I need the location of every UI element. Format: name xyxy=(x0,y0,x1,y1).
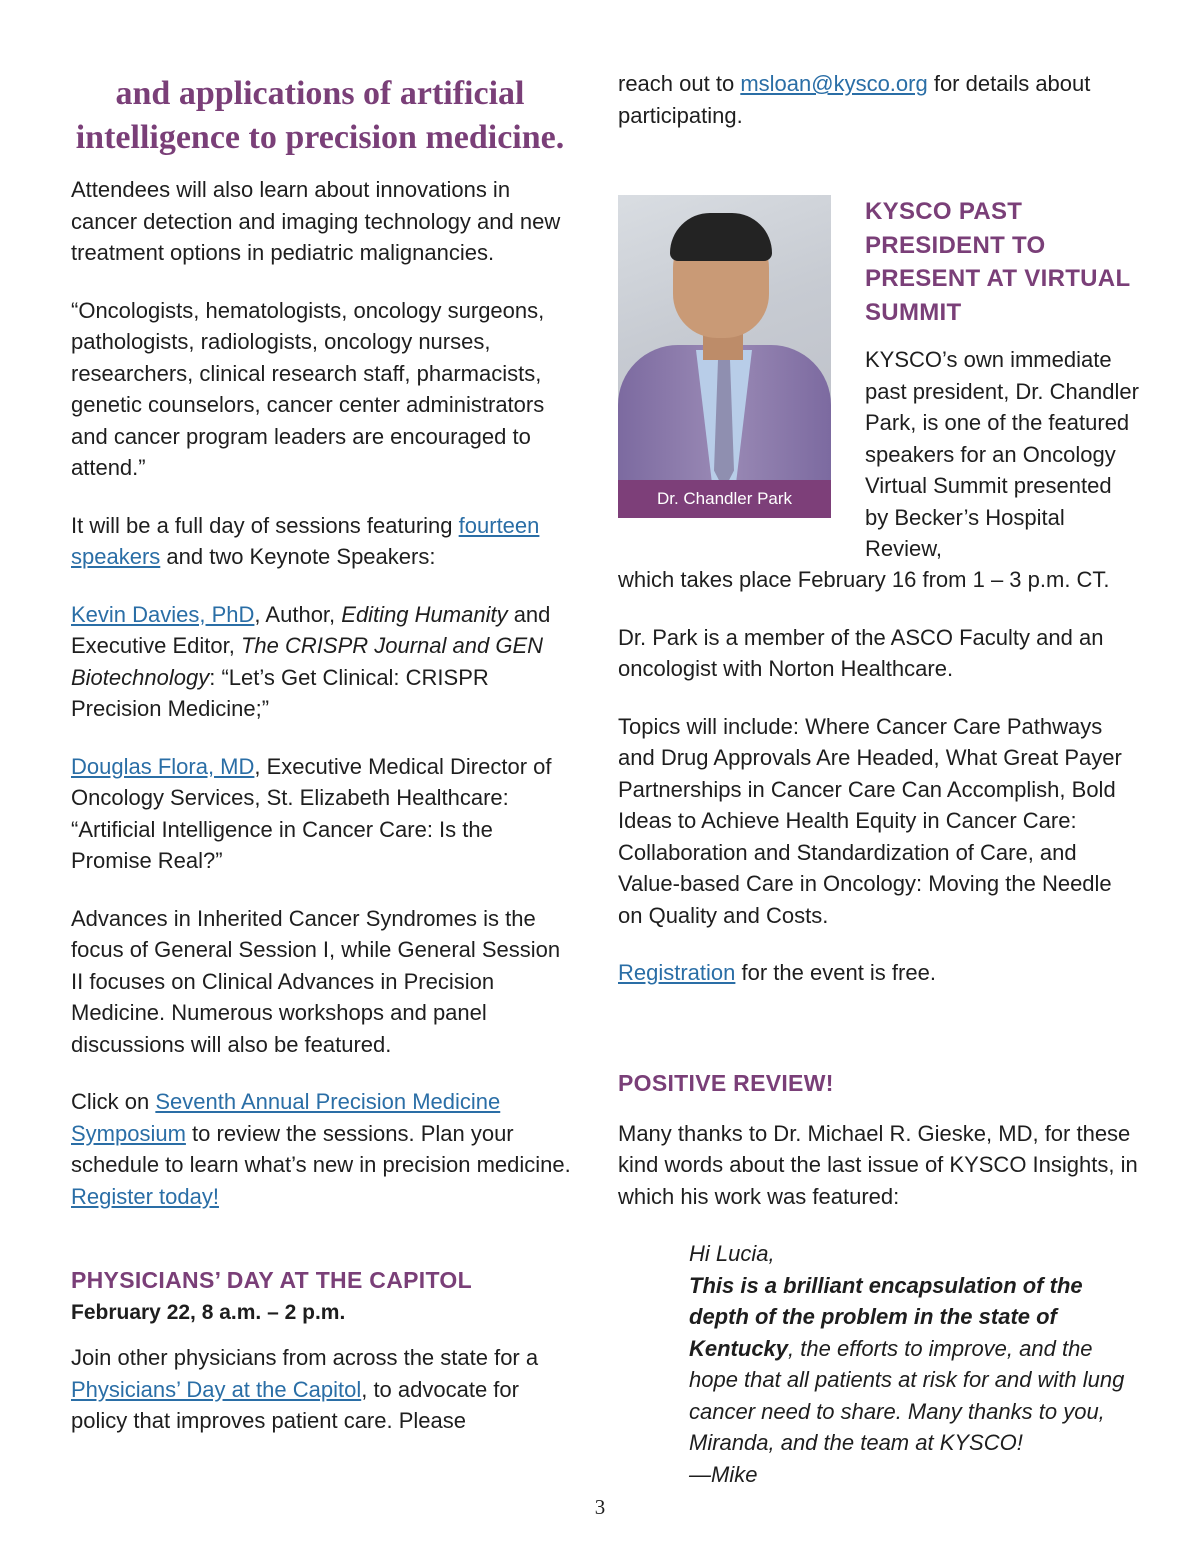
paragraph-topics: Topics will include: Where Cancer Care Pathways and Drug Approvals Are Headed, What Great Payer Partnerships in Cancer Care Can Accomplish, Bold Ideas to Achieve Health Equity in Cancer Care: Collaboration and Standardization of Care, and Value-based Care in Oncology: Moving the Needle on Quality and Costs. xyxy=(618,713,1122,928)
paragraph-review: Many thanks to Dr. Michael R. Gieske, MD, for these kind words about the last issue of KYSCO Insights, in which his work was featured: xyxy=(618,1120,1138,1209)
keynote-davies-text-b: and Executive Editor, xyxy=(71,601,551,658)
quote-bold-text: This is a brilliant encapsulation of the depth of the problem in the state of Kentucky xyxy=(689,1272,1083,1361)
click-text-mid: to review the sessions. Plan your schedule to learn what’s new in precision medicine. xyxy=(71,1120,571,1177)
physicians-day-link[interactable]: Physicians’ Day at the Capitol xyxy=(71,1376,362,1402)
paragraph-keynote-davies xyxy=(71,599,573,725)
paragraph-physicians-day xyxy=(71,1342,573,1437)
quote-greeting: Hi Lucia, xyxy=(689,1241,775,1266)
photo-hair xyxy=(670,213,772,261)
paragraph-innovations: Attendees will also learn about innovations in cancer detection and imaging technology and new treatment options in pediatric malignancies. xyxy=(71,177,561,265)
registration-link[interactable]: Registration xyxy=(618,960,736,985)
paragraph-general-sessions: Advances in Inherited Cancer Syndromes is the focus of General Session I, while General Session II focuses on Clinical Advances in Precision Medicine. Numerous workshops and panel discussions will also be featured. xyxy=(71,905,561,1057)
fourteen-speakers-link[interactable]: fourteen speakers xyxy=(71,512,540,569)
book-title: Editing Humanity xyxy=(341,601,508,627)
speaker-photo xyxy=(618,195,831,518)
paragraph-continued xyxy=(618,68,1138,131)
douglas-flora-link[interactable]: Douglas Flora, MD xyxy=(71,753,255,779)
paragraph-audience-quote: “Oncologists, hematologists, oncology surgeons, pathologists, radiologists, oncology nurses, researchers, clinical research staff, pharmacists, genetic counselors, cancer center administrators and cancer program leaders are encouraged to attend.” xyxy=(71,297,545,480)
testimonial-quote xyxy=(689,1238,1134,1490)
photo-caption: Dr. Chandler Park xyxy=(618,480,831,518)
physicians-day-text-pre: Join other physicians from across the state for a xyxy=(71,1345,539,1370)
paragraph-sessions xyxy=(71,510,573,573)
journal-title: The CRISPR Journal and GEN Biotechnology xyxy=(71,633,544,690)
continued-text-pre: reach out to xyxy=(618,71,741,96)
symposium-link[interactable]: Seventh Annual Precision Medicine Symposium xyxy=(71,1089,501,1146)
kysco-intro: KYSCO’s own immediate past president, Dr. Chandler Park, is one of the featured speakers for an Oncology Virtual Summit presented by Becker’s Hospital Review, xyxy=(865,347,1139,561)
physicians-day-date: February 22, 8 a.m. – 2 p.m. xyxy=(71,1301,346,1324)
sessions-text-post: and two Keynote Speakers: xyxy=(160,544,436,569)
kysco-section xyxy=(865,195,1140,329)
click-text-pre: Click on xyxy=(71,1089,156,1114)
continued-text-post: for details about participating. xyxy=(618,71,1091,128)
kevin-davies-link[interactable]: Kevin Davies, PhD xyxy=(71,601,255,627)
left-column xyxy=(71,72,573,1437)
quote-body xyxy=(689,1270,1134,1459)
right-column-top xyxy=(618,68,1138,131)
keynote-flora-text: , Executive Medical Director of Oncology Services, St. Elizabeth Healthcare: “Artificial Intelligence in Cancer Care: Is the Promise Real?” xyxy=(71,753,552,873)
keynote-davies-text-c: : “Let’s Get Clinical: CRISPR Precision Medicine;” xyxy=(71,664,489,721)
paragraph-registration xyxy=(618,957,1138,989)
registration-text: for the event is free. xyxy=(735,960,936,985)
keynote-davies-text-a: , Author, xyxy=(254,601,342,627)
quote-signature: —Mike xyxy=(689,1461,758,1487)
physicians-day-text-post: , to advocate for policy that improves patient care. Please xyxy=(71,1376,519,1433)
pull-quote: and applications of artificial intelligence to precision medicine. xyxy=(75,75,565,156)
quote-rest-text: , the efforts to improve, and the hope that all patients at risk for and with lung cancer need to share. Many thanks to you, Miranda, and the team at KYSCO! xyxy=(689,1335,1125,1455)
positive-review-heading: POSITIVE REVIEW! xyxy=(618,1069,834,1096)
kysco-heading: KYSCO PAST PRESIDENT TO PRESENT AT VIRTUAL SUMMIT xyxy=(865,198,1130,326)
email-link[interactable]: msloan@kysco.org xyxy=(740,71,928,96)
register-today-link[interactable]: Register today! xyxy=(71,1183,219,1209)
sessions-text-pre: It will be a full day of sessions featuring xyxy=(71,512,459,538)
physicians-day-heading: PHYSICIANS’ DAY AT THE CAPITOL xyxy=(71,1267,472,1293)
kysco-continued: which takes place February 16 from 1 – 3 p.m. CT. xyxy=(618,567,1110,592)
paragraph-click-on xyxy=(71,1086,573,1212)
paragraph-keynote-flora xyxy=(71,751,573,877)
paragraph-asco-member: Dr. Park is a member of the ASCO Faculty and an oncologist with Norton Healthcare. xyxy=(618,624,1104,681)
page-number: 3 xyxy=(594,1495,606,1519)
right-column-lower xyxy=(618,564,1138,1490)
